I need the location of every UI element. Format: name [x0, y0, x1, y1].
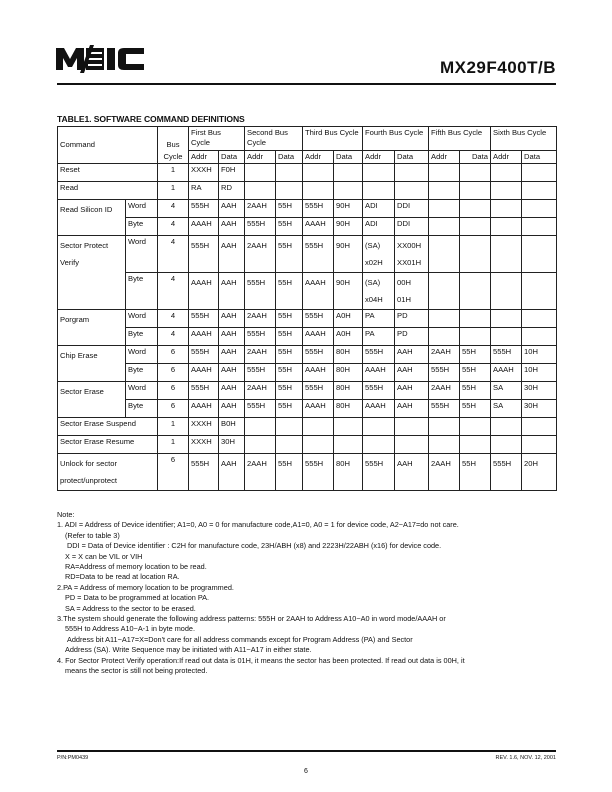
- addr-cell: 2AAH: [429, 454, 460, 491]
- addr-cell: [303, 418, 334, 436]
- addr-cell: 555H: [429, 364, 460, 382]
- data-cell: AAH: [395, 454, 429, 491]
- addr-cell: 2AAH: [245, 200, 276, 218]
- data-cell: 90H: [334, 273, 363, 310]
- data-cell: 30H: [522, 400, 557, 418]
- addr-cell: (SA) x04H: [363, 273, 395, 310]
- data-cell: 55H: [276, 310, 303, 328]
- header-addr: Addr: [491, 151, 522, 164]
- table-row: [58, 346, 557, 364]
- addr-cell: AAAH: [303, 364, 334, 382]
- data-cell: [522, 200, 557, 218]
- data-cell: AAH: [219, 273, 245, 310]
- data-cell: [276, 436, 303, 454]
- data-cell: 55H: [460, 400, 491, 418]
- addr-cell: 555H: [189, 454, 219, 491]
- addr-cell: [429, 273, 460, 310]
- addr-cell: SA: [491, 382, 522, 400]
- header-cycle: Cycle: [158, 151, 189, 164]
- part-number: MX29F400T/B: [439, 58, 556, 77]
- bus-cycles: 4: [158, 328, 189, 346]
- table-row: [58, 182, 557, 200]
- note-line: SA = Address to the sector to be erased.: [65, 603, 196, 613]
- data-cell: 90H: [334, 218, 363, 236]
- data-cell: 55H: [460, 346, 491, 364]
- data-cell: AAH: [219, 310, 245, 328]
- addr-cell: AAAH: [189, 273, 219, 310]
- addr-cell: [429, 236, 460, 273]
- note-line: 2.PA = Address of memory location to be programmed.: [57, 582, 234, 592]
- bus-cycles: 1: [158, 436, 189, 454]
- table-row: [58, 164, 557, 182]
- table-row: [58, 364, 557, 382]
- addr-cell: 555H: [491, 454, 522, 491]
- data-cell: 80H: [334, 454, 363, 491]
- mode: Byte: [126, 273, 158, 310]
- note-line: means the sector is still not being protected.: [65, 666, 208, 676]
- header-addr: Addr: [189, 151, 219, 164]
- note-line: Address bit A11~A17=X=Don't care for all address commands except for Program Address (PA) and Sector: [67, 634, 413, 644]
- data-cell: 30H: [522, 382, 557, 400]
- addr-cell: [491, 436, 522, 454]
- addr-cell: 555H: [363, 454, 395, 491]
- command-name: Sector Erase Suspend: [58, 418, 158, 436]
- data-cell: 55H: [460, 454, 491, 491]
- data-cell: 55H: [460, 382, 491, 400]
- mode: Byte: [126, 364, 158, 382]
- addr-cell: 555H: [189, 200, 219, 218]
- data-cell: 55H: [276, 218, 303, 236]
- header-addr: Addr: [363, 151, 395, 164]
- notes-heading: Note:: [57, 510, 75, 519]
- data-cell: 30H: [219, 436, 245, 454]
- addr-cell: 555H: [189, 236, 219, 273]
- addr-cell: 555H: [189, 346, 219, 364]
- mxic-logo: [56, 46, 154, 72]
- data-cell: AAH: [219, 400, 245, 418]
- data-cell: B0H: [219, 418, 245, 436]
- data-cell: [460, 164, 491, 182]
- header-data: Data: [276, 151, 303, 164]
- addr-cell: 2AAH: [429, 382, 460, 400]
- data-cell: RD: [219, 182, 245, 200]
- data-cell: 55H: [276, 236, 303, 273]
- data-cell: DDI: [395, 200, 429, 218]
- data-cell: AAH: [219, 454, 245, 491]
- addr-cell: 555H: [303, 236, 334, 273]
- addr-cell: [491, 328, 522, 346]
- data-cell: 55H: [276, 346, 303, 364]
- addr-cell: [363, 418, 395, 436]
- command-name: Read: [58, 182, 158, 200]
- data-cell: [522, 418, 557, 436]
- page-number: 6: [304, 768, 308, 775]
- data-cell: [460, 236, 491, 273]
- addr-cell: [491, 164, 522, 182]
- data-cell: [522, 182, 557, 200]
- data-cell: PD: [395, 310, 429, 328]
- addr-cell: AAAH: [303, 218, 334, 236]
- addr-cell: [491, 236, 522, 273]
- header-bus-cycle-group: Third Bus Cycle: [303, 127, 363, 151]
- data-cell: DDI: [395, 218, 429, 236]
- mode: Word: [126, 310, 158, 328]
- bus-cycles: 4: [158, 236, 189, 273]
- command-name: Read Silicon ID: [58, 200, 126, 236]
- addr-cell: 555H: [245, 400, 276, 418]
- addr-cell: 555H: [245, 328, 276, 346]
- bus-cycles: 6: [158, 400, 189, 418]
- data-cell: PD: [395, 328, 429, 346]
- table-row: [58, 200, 557, 218]
- data-cell: AAH: [395, 346, 429, 364]
- addr-cell: AAAH: [363, 400, 395, 418]
- mode: Word: [126, 382, 158, 400]
- data-cell: [522, 273, 557, 310]
- data-cell: 80H: [334, 346, 363, 364]
- addr-cell: AAAH: [189, 328, 219, 346]
- addr-cell: XXXH: [189, 436, 219, 454]
- header-data: Data: [522, 151, 557, 164]
- addr-cell: [491, 310, 522, 328]
- addr-cell: 555H: [303, 382, 334, 400]
- data-cell: [522, 436, 557, 454]
- addr-cell: AAAH: [363, 364, 395, 382]
- command-name: Unlock for sector protect/unprotect: [58, 454, 158, 491]
- data-cell: [522, 218, 557, 236]
- addr-cell: [429, 418, 460, 436]
- data-cell: [395, 182, 429, 200]
- bus-cycles: 1: [158, 182, 189, 200]
- addr-cell: [491, 218, 522, 236]
- data-cell: [276, 418, 303, 436]
- data-cell: [522, 164, 557, 182]
- note-line: PD = Data to be programmed at location PA.: [65, 593, 210, 603]
- command-name: Sector Erase Resume: [58, 436, 158, 454]
- mode: Word: [126, 236, 158, 273]
- addr-cell: 555H: [189, 310, 219, 328]
- addr-cell: [491, 200, 522, 218]
- bus-cycles: 1: [158, 418, 189, 436]
- data-cell: [334, 164, 363, 182]
- logo-icon: [56, 45, 154, 73]
- bus-cycles: 4: [158, 273, 189, 310]
- bus-cycles: 4: [158, 200, 189, 218]
- revision-date: REV. 1.6, NOV. 12, 2001: [495, 755, 556, 761]
- table-row: [58, 382, 557, 400]
- table-row: [58, 273, 557, 310]
- header-bus-cycle-group: First Bus Cycle: [189, 127, 245, 151]
- data-cell: [460, 182, 491, 200]
- addr-cell: [303, 182, 334, 200]
- data-cell: [334, 418, 363, 436]
- data-cell: AAH: [219, 328, 245, 346]
- header-addr: Addr: [245, 151, 276, 164]
- bus-cycles: 4: [158, 218, 189, 236]
- data-cell: [395, 418, 429, 436]
- addr-cell: [429, 218, 460, 236]
- mode: Byte: [126, 218, 158, 236]
- data-cell: 10H: [522, 346, 557, 364]
- data-cell: [522, 236, 557, 273]
- data-cell: [460, 218, 491, 236]
- table-row: [58, 454, 557, 491]
- data-cell: 55H: [276, 400, 303, 418]
- addr-cell: 555H: [303, 346, 334, 364]
- addr-cell: [303, 436, 334, 454]
- data-cell: AAH: [219, 236, 245, 273]
- data-cell: [334, 436, 363, 454]
- header-data: Data: [334, 151, 363, 164]
- header-bus-cycle-group: Second Bus Cycle: [245, 127, 303, 151]
- addr-cell: 2AAH: [245, 236, 276, 273]
- data-cell: [460, 418, 491, 436]
- addr-cell: 555H: [189, 382, 219, 400]
- part-number-footer: P/N:PM0439: [57, 755, 89, 761]
- addr-cell: [429, 310, 460, 328]
- addr-cell: [429, 436, 460, 454]
- header-data: Data: [460, 151, 491, 164]
- table-row: [58, 400, 557, 418]
- bus-cycles: 1: [158, 164, 189, 182]
- table-row: [58, 328, 557, 346]
- command-name: Chip Erase: [58, 346, 126, 382]
- addr-cell: PA: [363, 328, 395, 346]
- data-cell: 55H: [276, 328, 303, 346]
- note-line: DDI = Data of Device identifier : C2H for manufacture code, 23H/ABH (x8) and 2223H/22ABH (x16) for device code.: [67, 541, 442, 551]
- data-cell: AAH: [219, 382, 245, 400]
- mode: Word: [126, 200, 158, 218]
- data-cell: 20H: [522, 454, 557, 491]
- data-cell: 55H: [276, 364, 303, 382]
- addr-cell: [363, 436, 395, 454]
- addr-cell: 555H: [303, 310, 334, 328]
- addr-cell: [245, 418, 276, 436]
- data-cell: [334, 182, 363, 200]
- table-row: [58, 418, 557, 436]
- header-data: Data: [395, 151, 429, 164]
- addr-cell: [429, 164, 460, 182]
- addr-cell: 555H: [303, 454, 334, 491]
- header-bus-cycle-group: Fifth Bus Cycle: [429, 127, 491, 151]
- addr-cell: AAAH: [303, 273, 334, 310]
- data-cell: AAH: [395, 400, 429, 418]
- header-command: Command: [58, 127, 158, 164]
- table-row: [58, 236, 557, 273]
- addr-cell: AAAH: [189, 218, 219, 236]
- header-bus-cycle-group: Sixth Bus Cycle: [491, 127, 557, 151]
- addr-cell: AAAH: [303, 328, 334, 346]
- table-row: [58, 218, 557, 236]
- mode: Word: [126, 346, 158, 364]
- data-cell: 80H: [334, 382, 363, 400]
- addr-cell: 555H: [245, 364, 276, 382]
- addr-cell: XXXH: [189, 164, 219, 182]
- addr-cell: [245, 164, 276, 182]
- command-table: [57, 126, 557, 491]
- addr-cell: [363, 182, 395, 200]
- notes-section: [57, 510, 567, 677]
- header-data: Data: [219, 151, 245, 164]
- addr-cell: 2AAH: [245, 454, 276, 491]
- data-cell: 90H: [334, 236, 363, 273]
- bus-cycles: 6: [158, 382, 189, 400]
- table-title: TABLE1. SOFTWARE COMMAND DEFINITIONS: [57, 114, 245, 124]
- data-cell: 55H: [276, 454, 303, 491]
- data-cell: AAH: [395, 382, 429, 400]
- addr-cell: 555H: [491, 346, 522, 364]
- data-cell: [460, 436, 491, 454]
- note-line: (Refer to table 3): [65, 530, 120, 540]
- data-cell: A0H: [334, 328, 363, 346]
- header-bus-cycle-group: Fourth Bus Cycle: [363, 127, 429, 151]
- note-line: 3.The system should generate the following address patterns: 555H or 2AAH to Address A10~A0 in word mode/AAAH or: [57, 614, 446, 624]
- addr-cell: 555H: [245, 218, 276, 236]
- addr-cell: PA: [363, 310, 395, 328]
- data-cell: [460, 273, 491, 310]
- data-cell: F0H: [219, 164, 245, 182]
- addr-cell: [245, 182, 276, 200]
- header-addr: Addr: [429, 151, 460, 164]
- table-row: [58, 436, 557, 454]
- addr-cell: [363, 164, 395, 182]
- data-cell: 90H: [334, 200, 363, 218]
- command-name: Sector Erase: [58, 382, 126, 418]
- addr-cell: [491, 418, 522, 436]
- addr-cell: AAAH: [189, 364, 219, 382]
- note-line: 555H to Address A10~A-1 in byte mode.: [65, 624, 196, 634]
- data-cell: AAH: [219, 200, 245, 218]
- command-name: Reset: [58, 164, 158, 182]
- data-cell: XX00H XX01H: [395, 236, 429, 273]
- addr-cell: [491, 182, 522, 200]
- note-line: Address (SA). Write Sequence may be initiated with A11~A17 in either state.: [65, 645, 312, 655]
- addr-cell: [429, 328, 460, 346]
- addr-cell: 555H: [303, 200, 334, 218]
- addr-cell: AAAH: [303, 400, 334, 418]
- addr-cell: 2AAH: [245, 310, 276, 328]
- table-row: [58, 310, 557, 328]
- header-addr: Addr: [303, 151, 334, 164]
- data-cell: 55H: [276, 273, 303, 310]
- bus-cycles: 6: [158, 454, 189, 491]
- addr-cell: XXXH: [189, 418, 219, 436]
- addr-cell: SA: [491, 400, 522, 418]
- command-name: Porgram: [58, 310, 126, 346]
- mode: Byte: [126, 400, 158, 418]
- addr-cell: 555H: [363, 382, 395, 400]
- addr-cell: [429, 182, 460, 200]
- bus-cycles: 6: [158, 346, 189, 364]
- note-line: RA=Address of memory location to be read.: [65, 562, 207, 572]
- header-bus: Bus: [158, 127, 189, 151]
- addr-cell: AAAH: [491, 364, 522, 382]
- data-cell: 55H: [276, 382, 303, 400]
- addr-cell: ADI: [363, 218, 395, 236]
- addr-cell: AAAH: [189, 400, 219, 418]
- data-cell: [460, 200, 491, 218]
- note-line: 1. ADI = Address of Device identifier; A1=0, A0 = 0 for manufacture code,A1=0, A0 = 1 for device code, A2~A17=do not care.: [57, 520, 459, 530]
- header-rule: [57, 83, 556, 85]
- addr-cell: [303, 164, 334, 182]
- addr-cell: [245, 436, 276, 454]
- data-cell: AAH: [219, 364, 245, 382]
- addr-cell: ADI: [363, 200, 395, 218]
- data-cell: [460, 310, 491, 328]
- addr-cell: [429, 200, 460, 218]
- addr-cell: 555H: [363, 346, 395, 364]
- addr-cell: (SA) x02H: [363, 236, 395, 273]
- note-line: RD=Data to be read at location RA.: [65, 572, 180, 582]
- data-cell: 00H 01H: [395, 273, 429, 310]
- addr-cell: 2AAH: [245, 346, 276, 364]
- data-cell: [276, 164, 303, 182]
- command-name: Sector Protect Verify: [58, 236, 126, 310]
- data-cell: 55H: [460, 364, 491, 382]
- data-cell: [522, 328, 557, 346]
- note-line: X = X can be VIL or VIH: [65, 551, 143, 561]
- data-cell: 80H: [334, 364, 363, 382]
- addr-cell: 2AAH: [429, 346, 460, 364]
- addr-cell: 555H: [245, 273, 276, 310]
- data-cell: A0H: [334, 310, 363, 328]
- footer-rule: [57, 750, 556, 752]
- data-cell: [460, 328, 491, 346]
- addr-cell: [491, 273, 522, 310]
- data-cell: AAH: [395, 364, 429, 382]
- data-cell: [522, 310, 557, 328]
- data-cell: AAH: [219, 218, 245, 236]
- data-cell: 55H: [276, 200, 303, 218]
- data-cell: [276, 182, 303, 200]
- data-cell: [395, 164, 429, 182]
- data-cell: [395, 436, 429, 454]
- bus-cycles: 4: [158, 310, 189, 328]
- bus-cycles: 6: [158, 364, 189, 382]
- data-cell: AAH: [219, 346, 245, 364]
- addr-cell: 2AAH: [245, 382, 276, 400]
- mode: Byte: [126, 328, 158, 346]
- data-cell: 10H: [522, 364, 557, 382]
- addr-cell: 555H: [429, 400, 460, 418]
- data-cell: 80H: [334, 400, 363, 418]
- addr-cell: RA: [189, 182, 219, 200]
- note-line: 4. For Sector Protect Verify operation:If read out data is 01H, it means the sector has been protected. If read out data is 00H, it: [57, 655, 465, 665]
